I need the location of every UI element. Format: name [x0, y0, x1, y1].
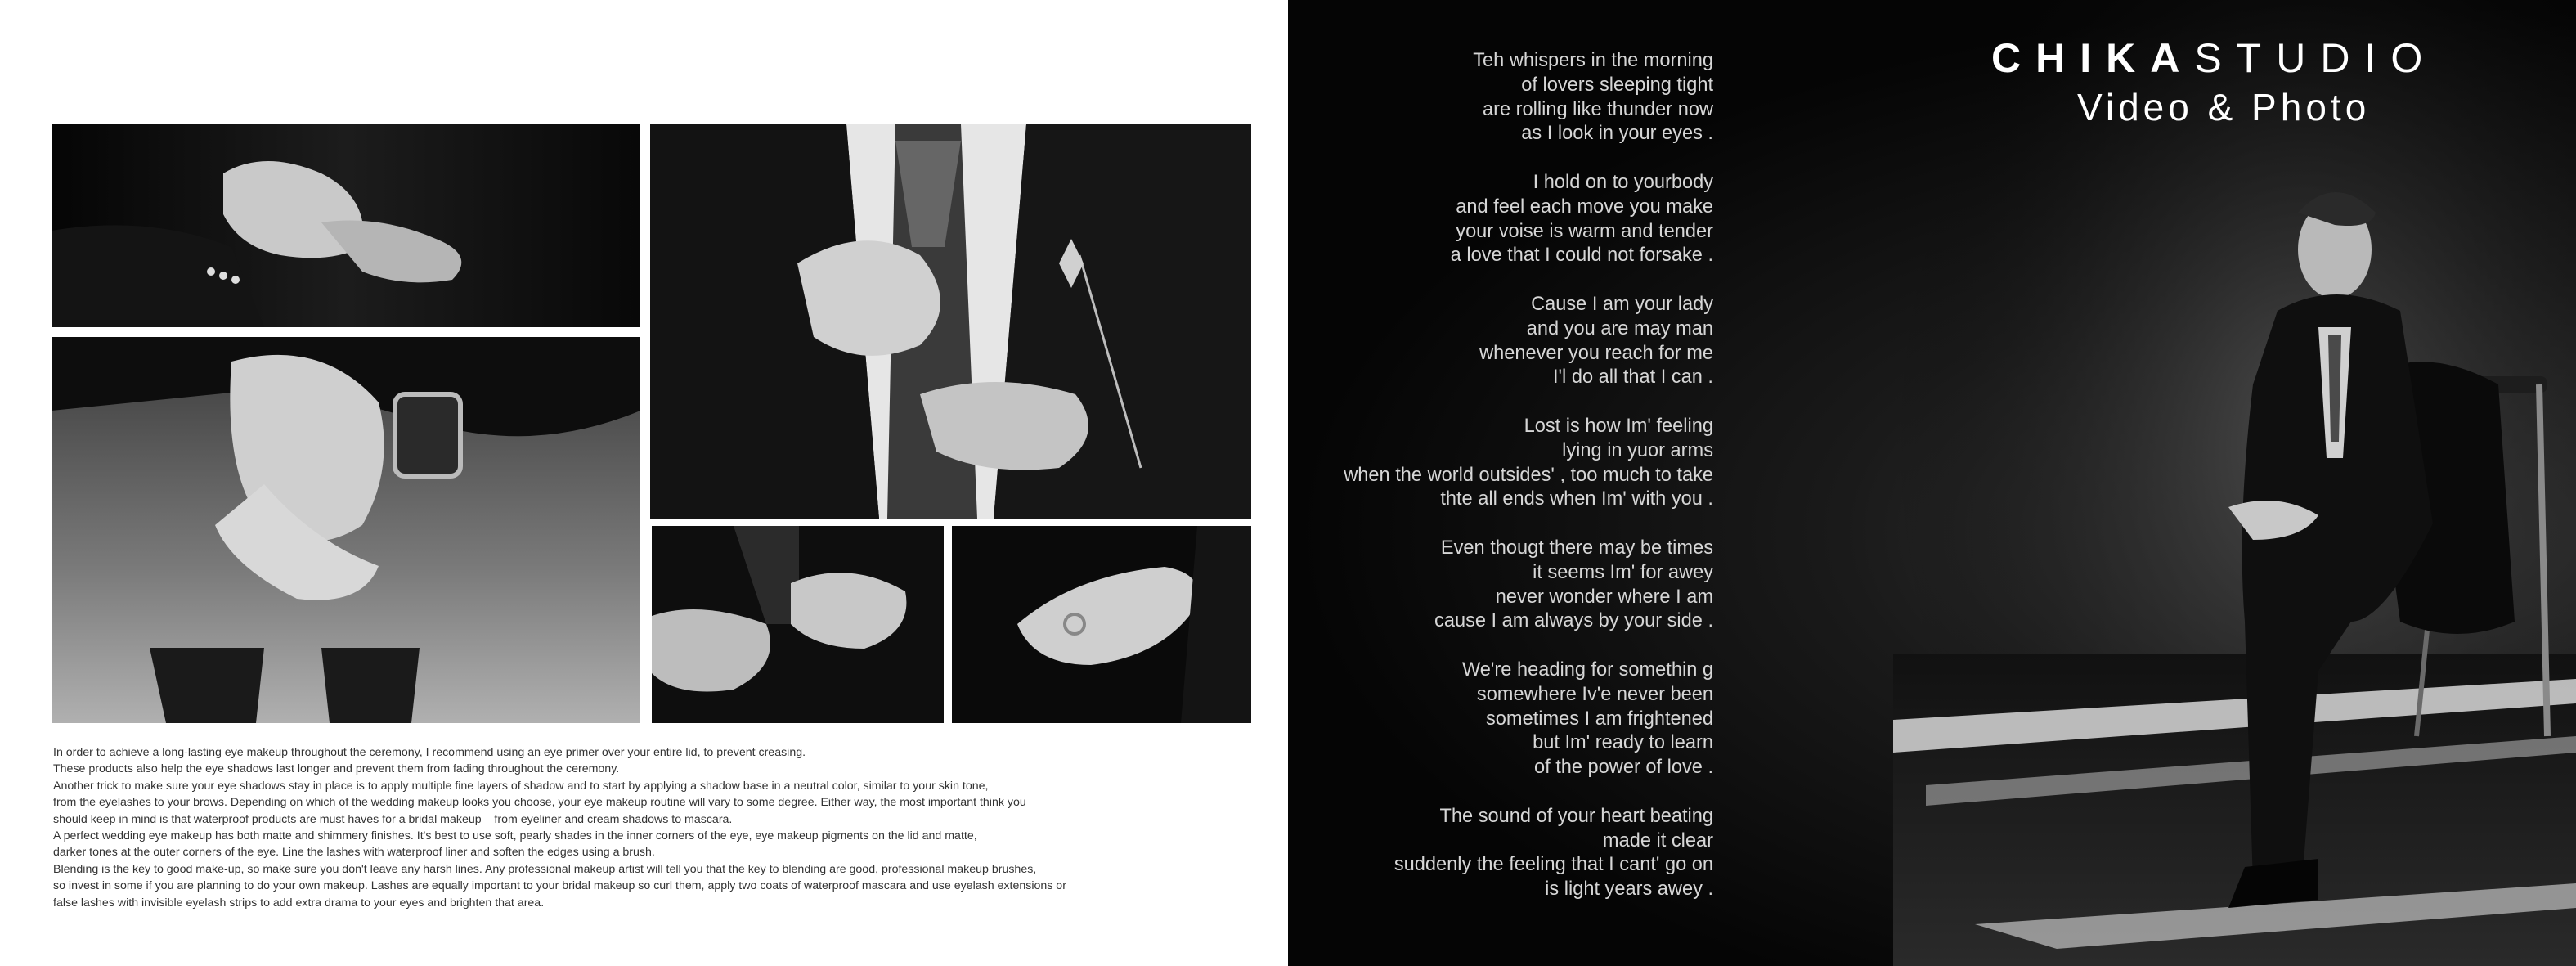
studio-brand: [1991, 34, 2564, 129]
article-line: Blending is the key to good make-up, so make sure you don't leave any harsh lines. Any professional makeup artist will tell you that the key to blending are good, professional makeup brushes,: [53, 862, 1037, 876]
poem-line: never wonder where I am: [1495, 586, 1713, 608]
poem-line: I hold on to yourbody: [1533, 171, 1713, 193]
poem-line: and you are may man: [1526, 317, 1713, 339]
poem: [1288, 49, 1713, 927]
poem-line: lying in yuor arms: [1562, 439, 1713, 461]
poem-line: it seems Im' for awey: [1533, 561, 1713, 583]
poem-line: somewhere Iv'e never been: [1476, 683, 1713, 705]
poem-line: thte all ends when Im' with you .: [1440, 488, 1713, 510]
poem-line: sometimes I am frightened: [1486, 708, 1713, 730]
poem-line: when the world outsides' , too much to take: [1344, 464, 1713, 486]
poem-stanza: [1288, 805, 1713, 902]
poem-line: whenever you reach for me: [1479, 342, 1713, 364]
poem-line: but Im' ready to learn: [1533, 732, 1713, 754]
poem-line: suddenly the feeling that I cant' go on: [1393, 854, 1713, 876]
article-line: These products also help the eye shadows last longer and prevent them from fading throughout the ceremony.: [53, 762, 620, 776]
poem-stanza: [1288, 171, 1713, 268]
poem-stanza: [1288, 293, 1713, 390]
poem-stanza: [1288, 658, 1713, 780]
studio-name: [1991, 34, 2564, 82]
photo-hand-wristwatch: [52, 337, 640, 723]
article-line: darker tones at the outer corners of the eye. Line the lashes with waterproof liner and soften the edges using a brush.: [53, 846, 655, 860]
poem-line: your voise is warm and tender: [1456, 220, 1713, 242]
poem-line: The sound of your heart beating: [1439, 805, 1713, 827]
poem-stanza: [1288, 537, 1713, 634]
poem-line: made it clear: [1602, 829, 1713, 851]
poem-line: Lost is how Im' feeling: [1524, 415, 1713, 437]
article-line: In order to achieve a long-lasting eye makeup throughout the ceremony, I recommend using an eye primer over your entire lid, to prevent creasing.: [53, 746, 806, 759]
poem-line: a love that I could not forsake .: [1450, 245, 1713, 267]
article-line: should keep in mind is that waterproof products are must haves for a bridal makeup – from eyeliner and cream shadows to mascara.: [53, 812, 733, 826]
poem-line: is light years awey .: [1545, 878, 1713, 901]
poem-stanza: [1288, 415, 1713, 512]
poem-line: Cause I am your lady: [1531, 293, 1713, 315]
poem-line: Teh whispers in the morning: [1473, 50, 1713, 71]
studio-name-light: STUDIO: [2194, 35, 2438, 81]
poem-line: of lovers sleeping tight: [1521, 74, 1713, 96]
article-text: [53, 744, 1255, 911]
article-line: false lashes with invisible eyelash strips to add extra drama to your eyes and brighten that area.: [53, 896, 545, 910]
photo-hands-button: [652, 526, 944, 723]
studio-name-bold: CHIKA: [1991, 35, 2195, 81]
poem-line: Even thougt there may be times: [1440, 537, 1713, 559]
poem-line: I'l do all that I can .: [1553, 366, 1713, 389]
poem-line: are rolling like thunder now: [1483, 98, 1713, 120]
photo-hand-tie: [650, 124, 1251, 519]
photo-hand-ring: [952, 526, 1251, 723]
portrait-photo: [1893, 0, 2576, 966]
poem-line: cause I am always by your side .: [1434, 610, 1713, 632]
article-line: so invest in some if you are planning to do your own makeup. Lashes are equally important to your bridal makeup so curl them, apply two coats of waterproof mascara and use eyelash extensions or: [53, 879, 1066, 893]
article-line: A perfect wedding eye makeup has both matte and shimmery finishes. It's best to use soft, pearly shades in the inner corners of the eye, eye makeup pigments on the lid and matte,: [53, 829, 977, 843]
right-page: [1288, 0, 2576, 966]
poem-stanza: [1288, 49, 1713, 146]
poem-line: as I look in your eyes .: [1521, 123, 1713, 145]
article-line: Another trick to make sure your eye shadows stay in place is to apply multiple fine layers of shadow and to start by applying a shadow base in a neutral color, similar to your skin tone,: [53, 779, 989, 793]
poem-line: and feel each move you make: [1456, 195, 1713, 218]
poem-line: We're heading for somethin g: [1461, 658, 1713, 681]
poem-line: of the power of love .: [1533, 757, 1713, 779]
photo-hands-cufflink: [52, 124, 640, 327]
article-line: from the eyelashes to your brows. Depending on which of the wedding makeup looks you choose, your eye makeup routine will vary to some degree. Either way, the most important think you: [53, 796, 1026, 810]
studio-tagline: Video & Photo: [2077, 86, 2371, 128]
